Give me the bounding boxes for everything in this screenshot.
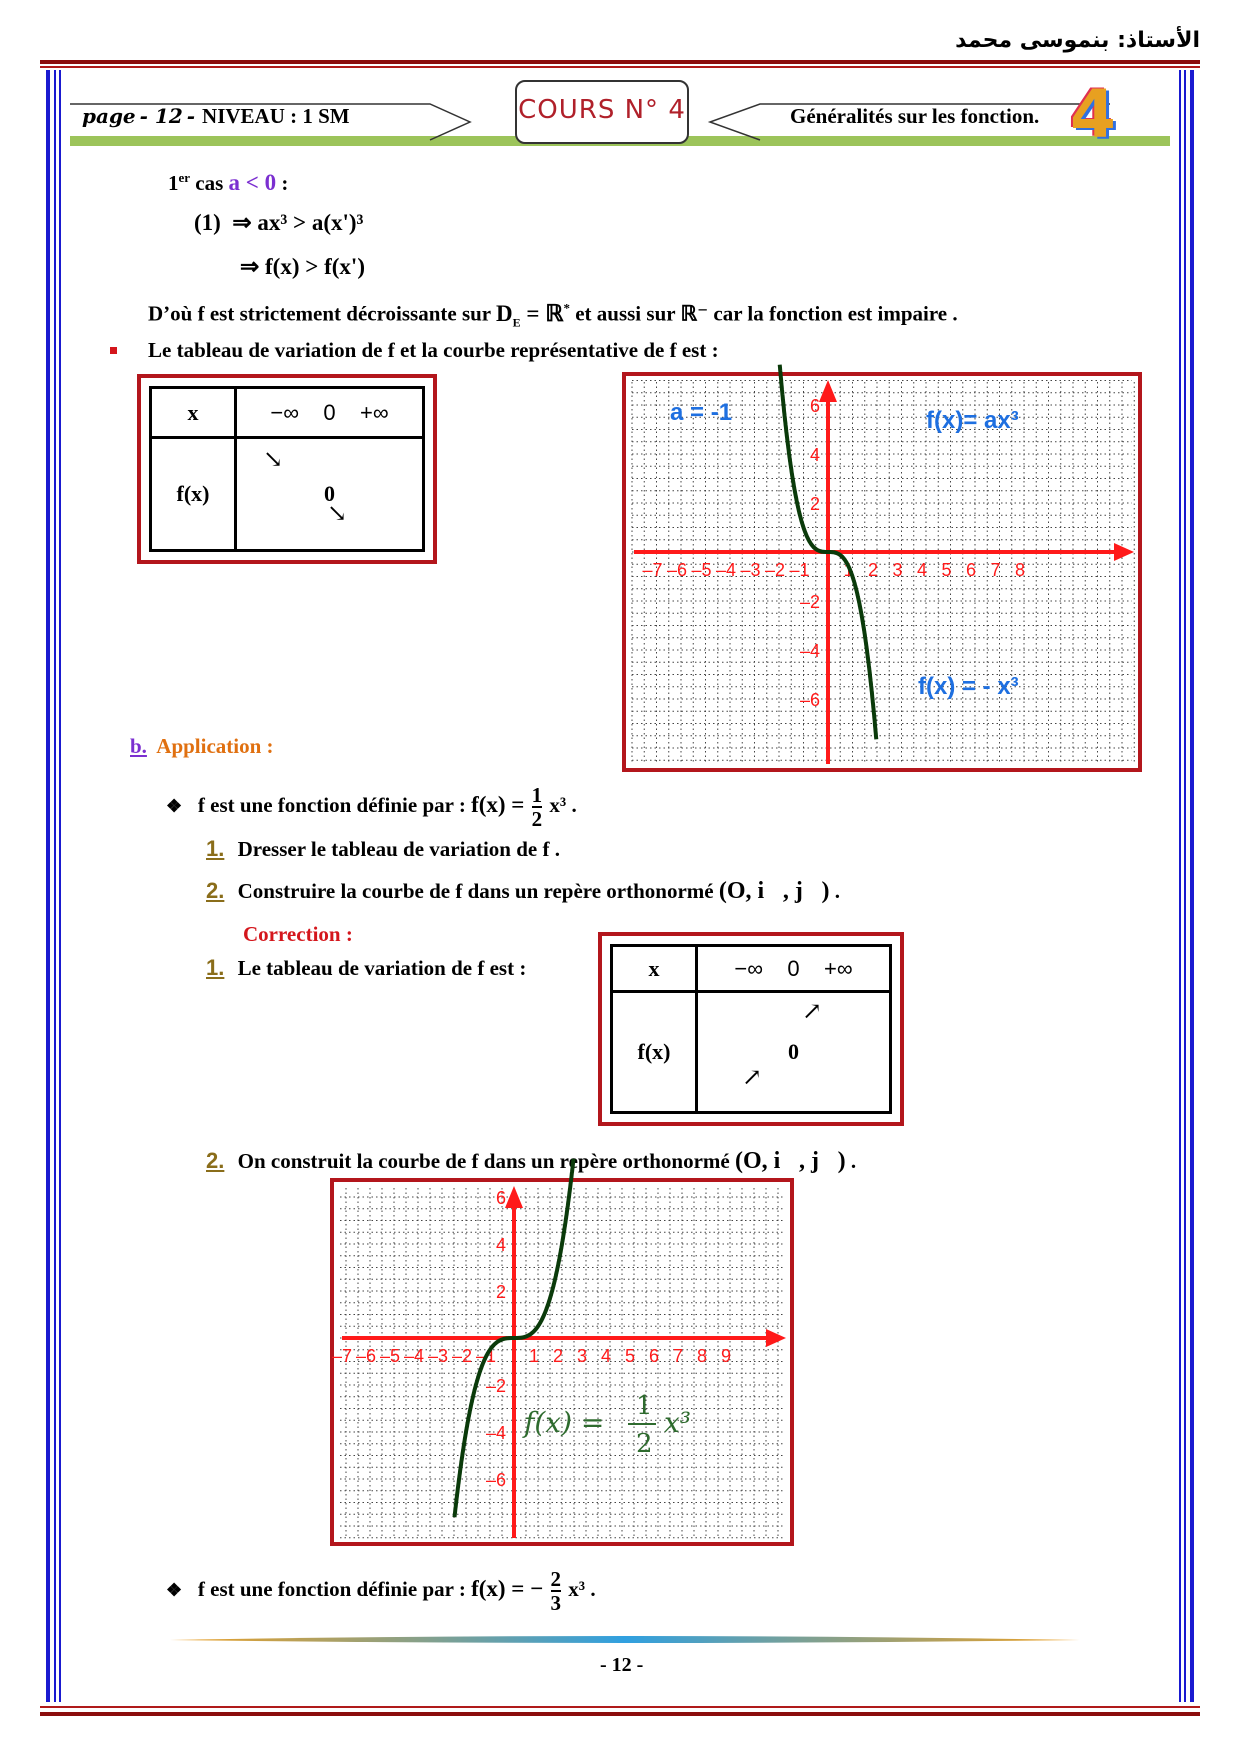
case1-line2: ⇒ f(x) > f(x') [240,254,365,279]
x-tick-label: 4 [600,1346,612,1366]
graph-1-canvas [626,376,1138,768]
label-a: a = -1 [670,399,733,426]
x-tick-label: 4 [916,560,928,580]
x-tick-label: 7 [672,1346,684,1366]
top-rule [40,60,1200,64]
x-tick-label: –2 [451,1346,473,1366]
x-tick-label: –7 [642,560,663,580]
table-intro: Le tableau de variation de f et la courbe représentative de f est : [148,338,719,362]
y-tick-label: 6 [495,1188,506,1208]
y-tick-label: 2 [495,1282,506,1302]
formula-tail: x³ [664,1406,692,1439]
right-border [1190,70,1194,1702]
x-tick-label: 5 [941,560,952,580]
footer-page-number: - 12 - [600,1654,644,1676]
table2-arrow-1: ↗ [802,999,823,1025]
x-tick-label: 2 [552,1346,564,1366]
table2-f-label: f(x) [612,992,697,1113]
x-tick-label: –6 [355,1346,377,1366]
x-tick-label: –5 [379,1346,401,1366]
y-tick-label: 6 [809,396,820,416]
x-axis-arrow [1114,543,1134,561]
x-tick-label: 6 [965,560,977,580]
formula-lhs: f(x) = [524,1406,605,1439]
x-tick-label: –1 [789,560,810,580]
x-tick-label: 8 [1014,560,1026,580]
chapter-badge: 4 [1070,76,1116,153]
table1-f-label: f(x) [151,438,236,551]
table2-x-values: −∞ 0 +∞ [697,946,891,992]
application-heading: b. Application : [130,734,274,758]
left-border-3 [59,70,61,1702]
variation-table-1 [137,374,437,564]
y-tick-label: 2 [809,494,820,514]
table2-arrow-2: ↗ [742,1065,763,1091]
case1-heading: 1er cas a < 0 : [168,170,289,195]
x-tick-label: 7 [990,560,1001,580]
formula-num: 1 [636,1391,653,1421]
correction-2: 2. On construit la courbe de f dans un repère orthonormé (O, i⃗, j⃗) . [206,1148,857,1174]
y-tick-label: –6 [485,1470,506,1490]
y-tick-label: 4 [495,1235,506,1255]
correction-heading: Correction : [243,922,353,946]
graph-2-canvas [331,1182,790,1542]
table1-arrow-1: ↘ [263,447,284,473]
case1-conclusion: D’où f est strictement décroissante sur $D_E$ = ℝ* et aussi sur ℝ⁻ car la fonction est impaire . [148,300,958,330]
table1-arrow-2: ↘ [327,501,348,527]
variation-table-2 [598,932,904,1126]
question-1: 1. Dresser le tableau de variation de f . [206,836,560,861]
x-tick-label: –3 [740,560,761,580]
x-tick-label: 3 [892,560,903,580]
graph-1 [622,372,1142,772]
application-item-1: ❖ f est une fonction définie par : f(x) = $\frac{1}{2}$ x³ . [166,783,577,831]
item1-fraction: $\frac{1}{2}$ [531,783,543,831]
footer-rule [170,1634,1080,1646]
table1-variation-cell [236,438,424,551]
y-tick-label: –4 [799,641,820,661]
case1-line1: (1) ⇒ ax³ > a(x')³ [194,210,364,235]
x-axis-arrow [766,1329,786,1347]
x-tick-label: 8 [696,1346,708,1366]
x-tick-label: –1 [475,1346,497,1366]
bottom-rule-thin [40,1706,1200,1708]
table2-x-label: x [612,946,697,992]
chapter-title: Généralités sur les fonction. [790,104,1040,128]
x-tick-label: –2 [764,560,786,580]
x-tick-label: 6 [648,1346,660,1366]
top-rule-thin [40,66,1200,68]
x-tick-label: 1 [528,1346,540,1366]
left-border-2 [54,70,56,1702]
table2-variation-cell [697,992,891,1113]
x-tick-label: 2 [867,560,879,580]
page-number: 12 [154,104,183,128]
y-tick-label: –6 [799,690,820,710]
y-tick-label: 4 [809,445,820,465]
case1-condition: a < 0 [228,170,277,195]
page-label-group: page - 12 - NIVEAU : 1 SM [82,104,350,128]
correction-1: 1. Le tableau de variation de f est : [206,955,527,980]
x-tick-label: –4 [403,1346,425,1366]
question-2: 2. Construire la courbe de f dans un repère orthonormé (O, i⃗, j⃗) . [206,878,840,904]
x-tick-label: –6 [666,560,688,580]
x-tick-label: –5 [691,560,712,580]
graph-2 [330,1178,794,1546]
x-tick-label: –7 [331,1346,353,1366]
x-tick-label: –4 [715,560,737,580]
x-tick-label: 1 [843,560,854,580]
y-axis-arrow [819,380,837,402]
author-name: الأستاذ: بنموسى محمد [955,28,1200,53]
item2-fraction: $\frac{2}{3}$ [550,1567,562,1615]
formula-den: 2 [636,1429,653,1459]
page-label: page [82,104,136,128]
cours-badge: COURS N° 4 [515,80,689,144]
bottom-rule [40,1712,1200,1716]
label-f-general: f(x)= ax³ [926,407,1019,434]
x-tick-label: 9 [720,1346,732,1366]
y-tick-label: –4 [485,1423,506,1443]
table2-zero: 0 [788,1039,799,1064]
bullet-square [110,347,117,354]
table1-zero: 0 [324,481,335,506]
label-curve: f(x) = - x³ [918,673,1019,700]
y-tick-label: –2 [485,1376,506,1396]
x-tick-label: –3 [427,1346,449,1366]
table1-x-label: x [151,388,236,438]
right-border-2 [1184,70,1186,1702]
level: NIVEAU : 1 SM [202,104,350,128]
left-border [46,70,50,1702]
x-tick-label: 3 [576,1346,588,1366]
x-tick-label: 5 [624,1346,636,1366]
table1-x-values: −∞ 0 +∞ [236,388,424,438]
right-border-3 [1179,70,1181,1702]
application-item-2: ❖ f est une fonction définie par : f(x) = − $\frac{2}{3}$ x³ . [166,1567,596,1615]
y-tick-label: –2 [799,592,820,612]
